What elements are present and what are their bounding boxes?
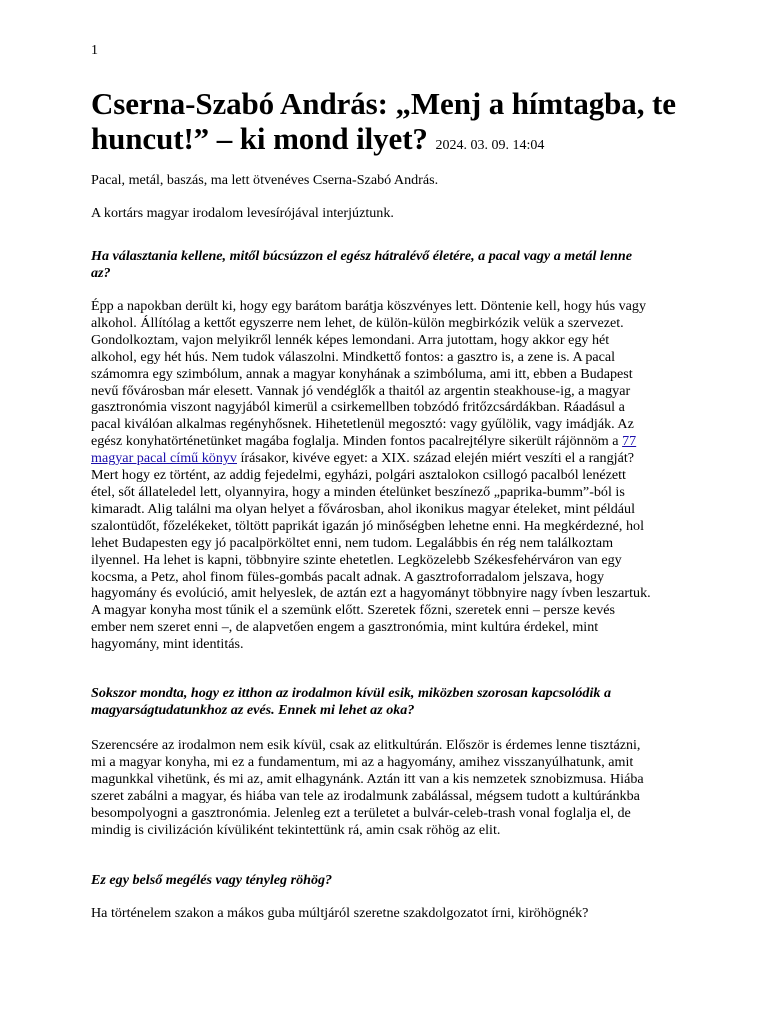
question-1: Ha választania kellene, mitől búcsúzzon el egész hátralévő életére, a pacal vagy a metál lenne az? bbox=[91, 248, 632, 281]
answer-1 bbox=[91, 298, 651, 653]
article-title-text: Cserna-Szabó András: „Menj a hímtagba, te huncut!” – ki mond ilyet? bbox=[91, 86, 676, 156]
answer-1-text-after: írásakor, kivéve egyet: a XIX. század elején miért veszíti el a rangját? Mert hogy ez történt, az addig fejedelmi, egyházi, polgári asztalokon csillogó pacalból lenézett étel, sőt állateledel lett, olyannyira, hogy a minden ételünket beszínező „paprika-bumm”-ból is kimaradt. Alig találni ma olyan helyet a fővárosban, ahol ikonikus magyar ételeket, mint például szalontüdőt, főzelékeket, töltött paprikát igazán jó minőségben lehetne enni. Ha megkérdezné, hol lehet Budapesten egy jó pacalpörköltet enni, nem tudom. Legalábbis én rég nem találkoztam ilyennel. Ha lehet is kapni, többnyire szinte ehetetlen. Legközelebb Székesfehérváron van egy kocsma, a Petz, ahol finom füles-gombás pacalt adnak. A gasztroforradalom jelszava, hogy hagyomány és evolúció, amit helyeslek, de aztán ezt a hagyományt többnyire nagy ívben leszartuk. A magyar konyha most tűnik el a szemünk előtt. Szeretek főzni, szeretek enni – persze kevés ember nem szeret enni –, de alapvetően engem a gasztronómia, mint kultúra érdekel, mint hagyomány, mint identitás. bbox=[91, 450, 651, 653]
article-lead: Pacal, metál, baszás, ma lett ötvenéves Cserna-Szabó András. bbox=[91, 172, 439, 188]
answer-3: Ha történelem szakon a mákos guba múltjáról szeretne szakdolgozatot írni, kiröhögnék? bbox=[91, 905, 589, 921]
article-intro: A kortárs magyar irodalom levesírójával interjúztunk. bbox=[91, 205, 394, 221]
book-link[interactable]: 77 magyar pacal című könyv bbox=[91, 433, 637, 467]
question-2: Sokszor mondta, hogy ez itthon az irodalmon kívül esik, miközben szorosan kapcsolódik a magyarságtudatunkhoz az evés. Ennek mi lehet az oka? bbox=[91, 685, 611, 718]
article-date: 2024. 03. 09. 14:04 bbox=[435, 138, 545, 153]
question-3: Ez egy belső megélés vagy tényleg röhög? bbox=[91, 872, 333, 888]
article-title bbox=[91, 86, 691, 163]
answer-2: Szerencsére az irodalmon nem esik kívül, csak az elitkultúrán. Először is érdemes lenne tisztázni, mi a magyar konyha, mi ez a fundamentum, mi az a hagyomány, amihez visszanyúlhatunk, amit magunkkal vihetünk, és mi az, amit elhagynánk. Aztán itt van a kis nemzetek sznobizmusa. Hiába szeret zabálni a magyar, és hiába van tele az irodalmunk zabálással, mégsem tudott a kultúránkba besompolyogni a gasztronómia. Jelenleg ezt a területet a bulvár-celeb-trash vonal foglalja el, de mindig is civilizáción kívüliként tekintettünk rá, amin csak röhög az elit. bbox=[91, 737, 644, 838]
answer-1-text-before: Épp a napokban derült ki, hogy egy barátom barátja köszvényes lett. Döntenie kell, hogy hús vagy alkohol. Állítólag a kettőt egyszerre nem lehet, de külön-külön megbirkózik velük a szervezet. Gondolkoztam, vajon melyikről lennék képes lemondani. Arra jutottam, hogy akkor egy hét alkohol, egy hét hús. Nem tudok válaszolni. Mindkettő fontos: a gasztro is, a zene is. A pacal számomra egy szimbólum, annak a magyar konyhának a szimbóluma, ami itt, ebben a Budapest nevű fővárosban már elesett. Vannak jó vendéglők a thaitól az argentin steakhouse-ig, a magyar gasztronómia viszont nagyjából kimerül a csirkemellben tobzódó fritőzcsárdákban. Ráadásul a pacal kiválóan alkalmas regényhősnek. Hihetetlenül megosztó: vagy gyűlölik, vagy imádják. Az egész konyhatörténetünket magába foglalja. Minden fontos pacalrejtélyre sikerült rájönnöm a bbox=[91, 298, 646, 450]
page-number: 1 bbox=[91, 43, 98, 58]
